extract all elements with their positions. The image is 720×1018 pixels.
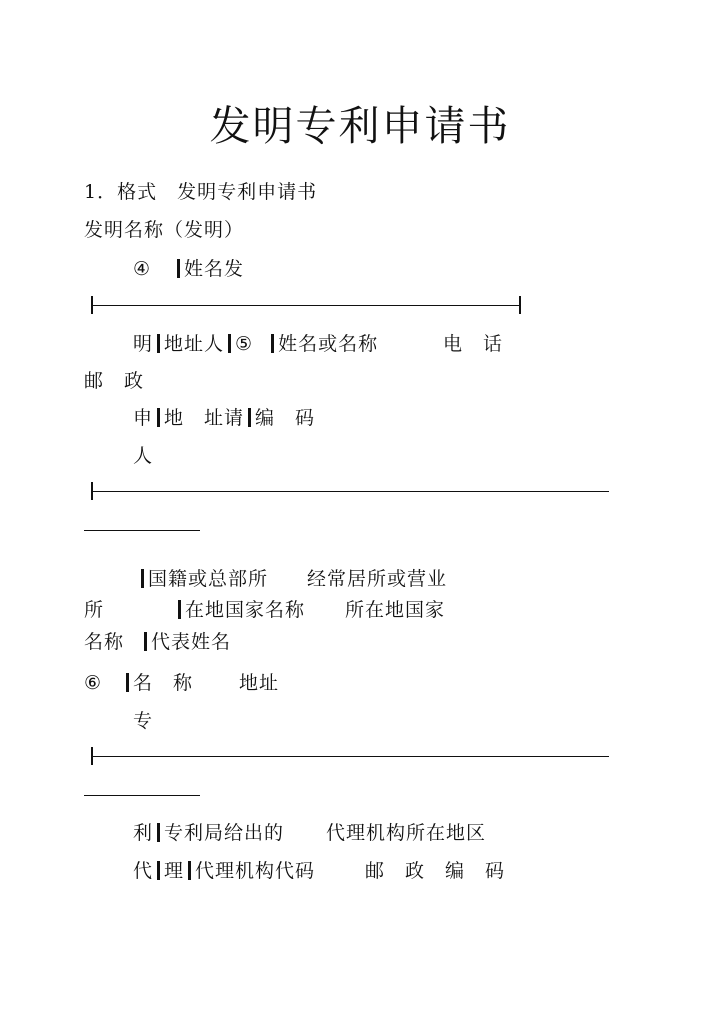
document-title: 发明专利申请书: [209, 102, 511, 150]
cell-divider: [157, 861, 160, 880]
form-row-agent: [133, 860, 315, 882]
applicant-label-char: 申: [133, 407, 154, 429]
name-label: 名称: [84, 631, 125, 653]
residence-label: 经常居所或营业: [307, 568, 448, 590]
form-row-agency: [84, 672, 193, 694]
form-row-inventor: [133, 258, 244, 280]
inventor-label-char: 明: [133, 333, 154, 355]
code-label: 编 码: [255, 407, 316, 429]
cell-divider: [157, 408, 160, 427]
agency-code-label: 代理机构代码: [195, 860, 316, 882]
cell-divider: [144, 632, 147, 651]
cell-divider: [177, 259, 180, 278]
form-row-country: [174, 599, 305, 621]
name-or-title-label: 姓名或名称: [278, 333, 379, 355]
place-label-char: 所: [84, 599, 105, 621]
cell-divider: [141, 569, 144, 588]
circled-number-4: ④: [133, 258, 152, 280]
table-rule-continuation: [84, 795, 200, 796]
agency-address-label: 地址: [239, 672, 280, 694]
form-row-agency-code: [133, 822, 284, 844]
address-label: 地址人: [164, 333, 225, 355]
postal-code-label: 邮 政 编 码: [365, 860, 506, 882]
table-rule-tick: [91, 482, 93, 500]
form-row-representative: [84, 631, 231, 653]
cell-divider: [228, 334, 231, 353]
circled-number-6: ⑥: [84, 672, 103, 694]
table-rule: [91, 491, 609, 492]
agent-label-char-2: 理: [164, 860, 185, 882]
cell-divider: [188, 861, 191, 880]
table-rule-tick: [91, 747, 93, 765]
table-rule-tick: [519, 296, 521, 314]
circled-number-5: ⑤: [235, 333, 254, 355]
form-row-nationality: [137, 568, 268, 590]
format-heading: 1．格式 发明专利申请书: [84, 181, 318, 203]
postal-label: 邮 政: [84, 370, 145, 392]
person-label-char: 人: [133, 445, 154, 467]
cell-divider: [178, 600, 181, 619]
agency-name-label: 名 称: [133, 672, 194, 694]
nationality-label: 国籍或总部所: [148, 568, 269, 590]
inventor-name-label: 姓名发: [184, 258, 245, 280]
cell-divider: [248, 408, 251, 427]
location-country-label: 所在地国家: [345, 599, 446, 621]
table-rule: [91, 756, 609, 757]
agent-label-char: 代: [133, 860, 154, 882]
table-rule: [91, 305, 521, 306]
address-request-label: 地 址请: [164, 407, 245, 429]
benefit-label-char: 利: [133, 822, 154, 844]
cell-divider: [126, 673, 129, 692]
invention-name-label: 发明名称（发明）: [84, 219, 245, 241]
table-rule-continuation: [84, 530, 200, 531]
cell-divider: [271, 334, 274, 353]
representative-name-label: 代表姓名: [151, 631, 232, 653]
form-row-applicant: [133, 333, 378, 355]
agency-region-label: 代理机构所在地区: [326, 822, 487, 844]
form-row-applicant-address: [133, 407, 315, 429]
country-name-label: 在地国家名称: [185, 599, 306, 621]
cell-divider: [157, 334, 160, 353]
table-rule-tick: [91, 296, 93, 314]
cell-divider: [157, 823, 160, 842]
patent-office-label: 专利局给出的: [164, 822, 285, 844]
phone-label: 电 话: [443, 333, 504, 355]
patent-label-char: 专: [133, 710, 154, 732]
